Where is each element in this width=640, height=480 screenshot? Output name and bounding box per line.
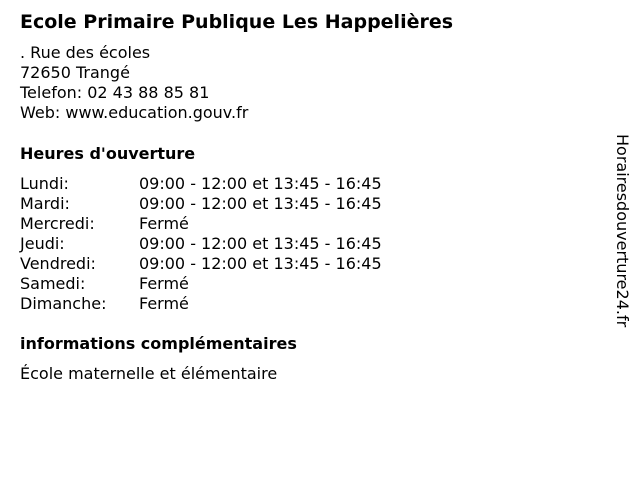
address-block [20,43,248,123]
day-label: Mardi: [20,194,70,213]
postal-city: 72650 Trangé [20,63,130,82]
day-label: Lundi: [20,174,69,193]
hours-value: Fermé [139,274,189,293]
phone-number: Telefon: 02 43 88 85 81 [20,83,210,102]
day-label: Dimanche: [20,294,107,313]
school-name: Ecole Primaire Publique Les Happelières [20,11,454,33]
day-label: Mercredi: [20,214,95,233]
hours-value: Fermé [139,294,189,313]
day-label: Jeudi: [20,234,65,253]
additional-info-text: École maternelle et élémentaire [20,364,278,383]
hours-value: 09:00 - 12:00 et 13:45 - 16:45 [139,174,382,193]
site-watermark: Horairesdouverture24.fr [613,134,632,328]
day-label: Samedi: [20,274,86,293]
street-address: . Rue des écoles [20,43,151,62]
additional-info-heading: informations complémentaires [20,334,297,353]
hours-value: 09:00 - 12:00 et 13:45 - 16:45 [139,254,382,273]
hours-value: 09:00 - 12:00 et 13:45 - 16:45 [139,234,382,253]
day-label: Vendredi: [20,254,96,273]
hours-value: Fermé [139,214,189,233]
website: Web: www.education.gouv.fr [20,103,249,122]
opening-hours-heading: Heures d'ouverture [20,144,196,163]
hours-value: 09:00 - 12:00 et 13:45 - 16:45 [139,194,382,213]
